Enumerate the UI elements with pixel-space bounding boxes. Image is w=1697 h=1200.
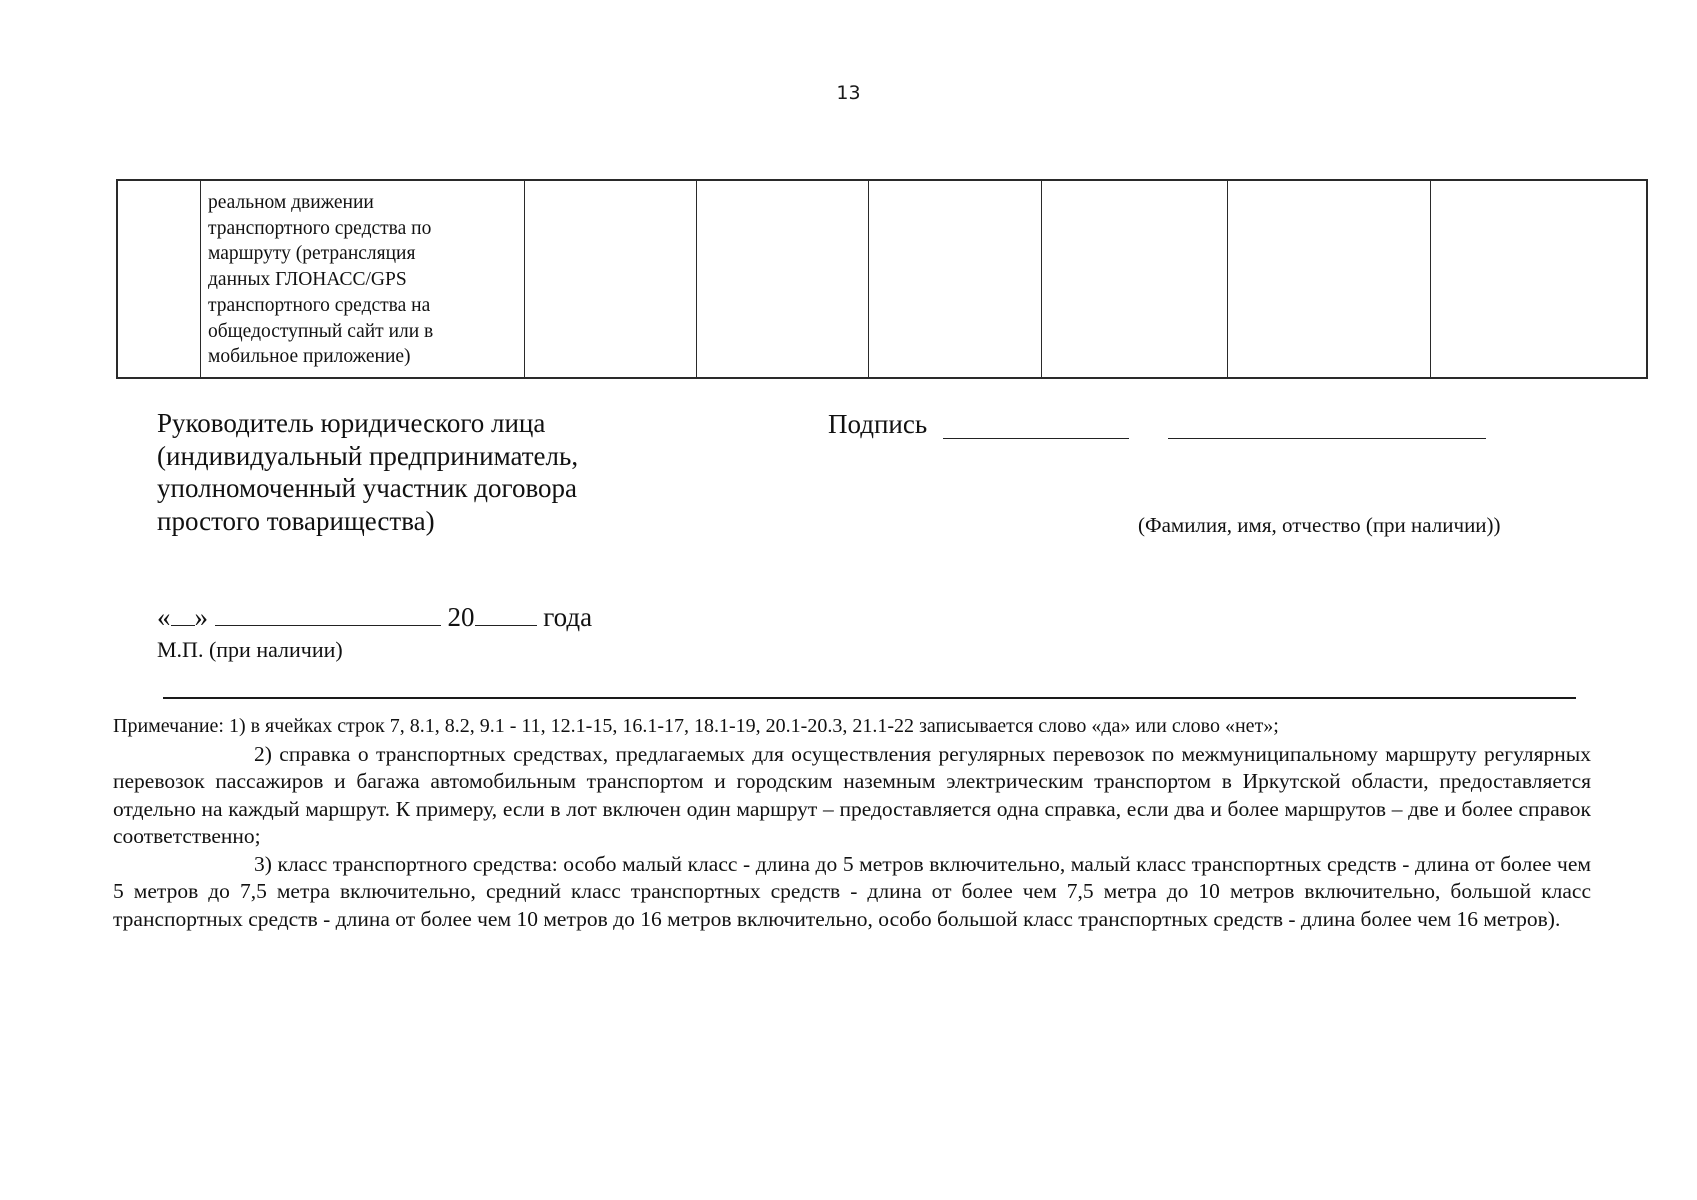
month-blank — [215, 601, 441, 626]
notes — [113, 713, 1591, 933]
signature-label: Подпись — [828, 409, 928, 439]
year-suffix: года — [543, 602, 593, 632]
signer-title: Руководитель юридического лица (индивидуальный предприниматель, уполномоченный участник договора простого товарищества) — [157, 408, 579, 536]
day-blank — [171, 601, 195, 626]
table-column-divider — [524, 179, 525, 379]
name-line — [1168, 438, 1486, 439]
table-column-divider — [1430, 179, 1431, 379]
date-open-quote: « — [157, 602, 171, 632]
note-3: 3) класс транспортного средства: особо малый класс - длина до 5 метров включительно, малый класс транспортных средств - длина от более чем 5 метров до 7,5 метра включительно, средний класс транспортных средств - длина от более чем 7,5 метра до 10 метров включительно, большой класс транспортных средств - длина от более чем 10 метров до 16 метров включительно, особо большой класс транспортных средств - длина более чем 16 метров). — [113, 851, 1591, 931]
date-line — [157, 601, 592, 633]
table-column-divider — [1227, 179, 1228, 379]
stamp-label: М.П. (при наличии) — [157, 637, 343, 662]
page-number: 13 — [836, 82, 861, 104]
signature-line — [943, 438, 1129, 439]
table-column-divider — [696, 179, 697, 379]
name-caption: (Фамилия, имя, отчество (при наличии)) — [1138, 513, 1501, 537]
table-column-divider — [868, 179, 869, 379]
separator-rule — [163, 697, 1576, 699]
date-close-quote: » — [194, 602, 208, 632]
year-prefix: 20 — [447, 602, 475, 632]
table-column-divider — [200, 179, 201, 379]
year-blank — [475, 601, 537, 626]
table-cell-text: реальном движении транспортного средства по маршруту (ретрансляция данных ГЛОНАСС/GPS транспортного средства на общедоступный сайт или в мобильное приложение) — [208, 192, 434, 368]
note-2: 2) справка о транспортных средствах, предлагаемых для осуществления регулярных перевозок по межмуниципальному маршруту регулярных перевозок пассажиров и багажа автомобильным транспортом и городским наземным электрическим транспортом в Иркутской области, предоставляется отдельно на каждый маршрут. К примеру, если в лот включен один маршрут – предоставляется одна справка, если два и более маршрутов – две и более справок соответственно; — [113, 741, 1591, 848]
note-1: Примечание: 1) в ячейках строк 7, 8.1, 8.2, 9.1 - 11, 12.1-15, 16.1-17, 18.1-19, 20.1-20.3, 21.1-22 записывается слово «да» или слово «нет»; — [113, 715, 1279, 737]
table-column-divider — [1041, 179, 1042, 379]
